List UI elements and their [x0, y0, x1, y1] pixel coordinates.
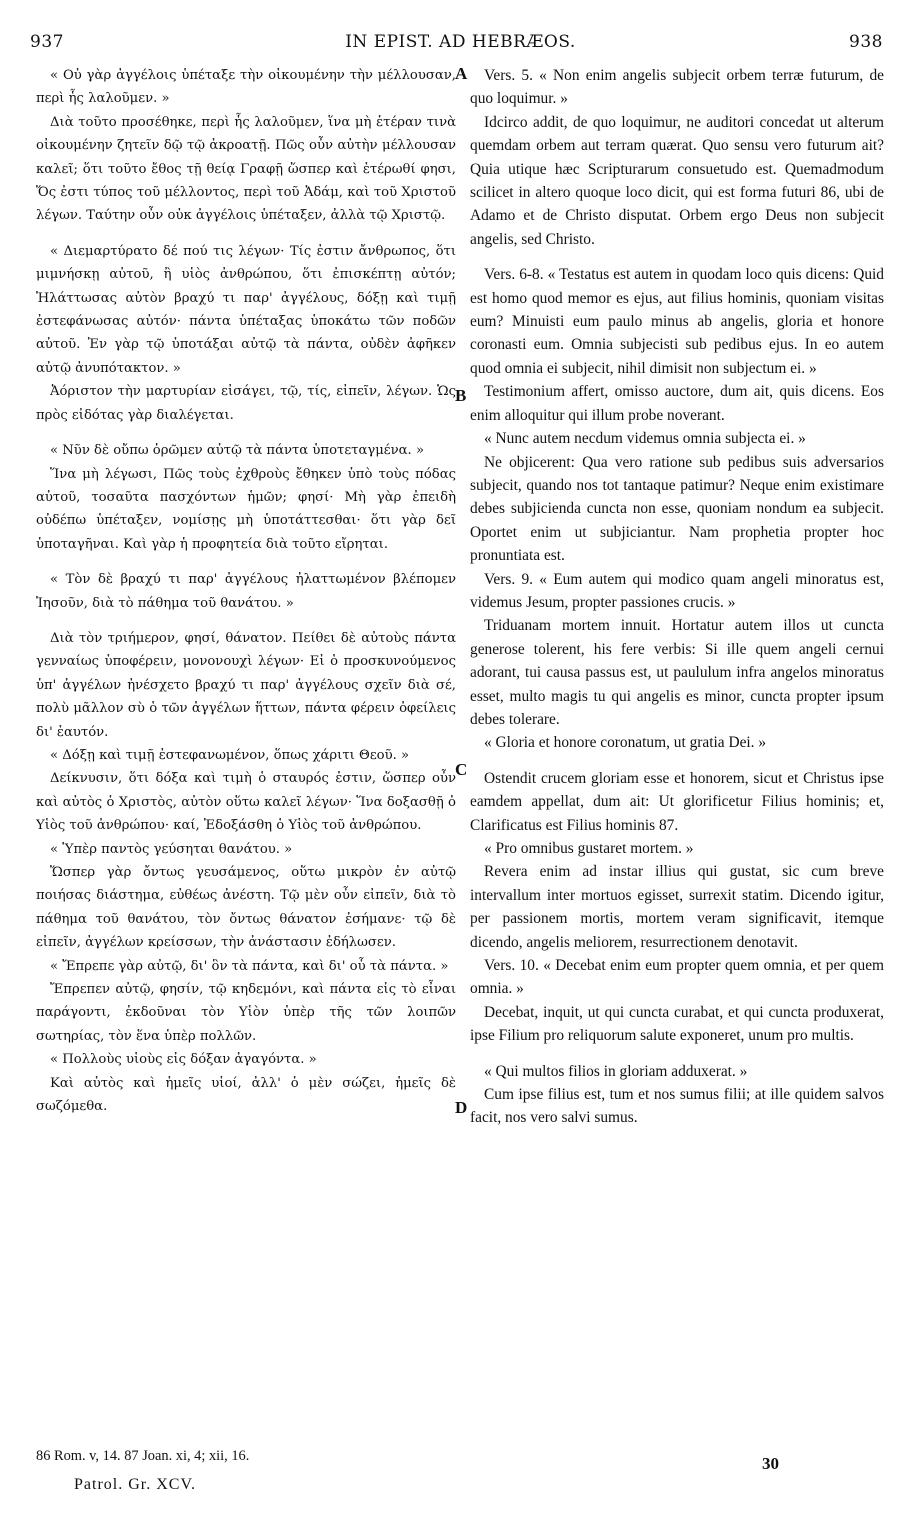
greek-paragraph: Ὥσπερ γὰρ ὄντως γευσάμενος, οὕτω μικρὸν ἐν αὐτῷ ποιήσας διάστημα, εὐθέως ἀνέστη. Τῷ μὲν οὖν εἰπεῖν, διὰ τὸ πάθημα τοῦ θανάτου, τὸν ὄντως θάνατον ἐσήμανε· τῷ δὲ εἰπεῖν, ἀγγέλων κρείσσων, τὴν ἀνάστασιν ἐδήλωσεν. [36, 865, 456, 951]
latin-paragraph: Decebat, inquit, ut qui cuncta curabat, et qui cuncta produxerat, ipse Filium pro reliquorum salute exponeret, unum pro multis. [470, 1003, 884, 1045]
greek-paragraph: Διὰ τοῦτο προσέθηκε, περὶ ἧς λαλοῦμεν, ἵνα μὴ ἑτέραν τινὰ οἰκουμένην ζητεῖν δῷ τῷ ἀκροατῇ. Πῶς οὖν αὐτὴν μέλλουσαν καλεῖ; ὅτι τοῦτο ἔθος τῇ θείᾳ Γραφῇ ὥσπερ καὶ ἑτέρωθί φησι, Ὅς ἐστι τύπος τοῦ μέλλοντος, περὶ τοῦ Ἀδάμ, καὶ τοῦ Χριστοῦ λέγων. Ταύτην οὖν οὐκ ἀγγέλοις ὑπέταξεν, ἀλλὰ τῷ Χριστῷ. [36, 114, 456, 224]
greek-paragraph: Ἵνα μὴ λέγωσι, Πῶς τοὺς ἐχθροὺς ἔθηκεν ὑπὸ τοὺς πόδας αὐτοῦ, τοσαῦτα πασχόντων ἡμῶν; φησί· Μὴ γὰρ ἐπειδὴ οὐδέπω ὑπέταξεν, νομίσῃς μὴ ὑποτάττεσθαι· ὅτι γὰρ δεῖ ὑποταγῆναι. Καὶ γὰρ ἡ προφητεία διὰ τοῦτο εἴρηται. [36, 466, 456, 552]
latin-paragraph: Ne objicerent: Qua vero ratione sub pedibus suis adversarios subjecit, quando nos tot tantaque patimur? Neque enim existimare debes subjicienda cuncta non esse, quoniam nondum ea subjecit. Oportet enim ut subjiciantur. Nam prophetia propter hoc pronuntiata est. [470, 453, 884, 565]
running-title: IN EPIST. AD HEBRÆOS. [345, 32, 576, 52]
column-number-right: 938 [849, 32, 883, 52]
greek-paragraph: « Νῦν δὲ οὔπω ὁρῶμεν αὐτῷ τὰ πάντα ὑποτεταγμένα. » [50, 443, 425, 459]
margin-letter-b: B [455, 386, 467, 405]
running-header [0, 32, 921, 58]
greek-paragraph: « Τὸν δὲ βραχύ τι παρ' ἀγγέλους ἠλαττωμένον βλέπομεν Ἰησοῦν, διὰ τὸ πάθημα τοῦ θανάτου. » [36, 572, 456, 611]
greek-paragraph: « Πολλοὺς υἱοὺς εἰς δόξαν ἀγαγόντα. » [50, 1052, 317, 1068]
latin-paragraph: Idcirco addit, de quo loquimur, ne auditori concedat ut alterum quemdam orbem aut terram quærat. Quo sensu vero futurum ait? Quia utique hæc Scripturarum consuetudo est. Quemadmodum scilicet in altero quoque loco dicit, qui est forma futuri 86, ubi de Adamo et de Christo disputat. Orbem ergo Deus non subjecit angelis, sed Christo. [470, 113, 884, 248]
latin-paragraph: Vers. 6-8. « Testatus est autem in quodam loco quis dicens: Quid est homo quod memor es ejus, aut filius hominis, quoniam visitas eum? Minuisti eum paulo minus ab angelis, gloria et honore coronasti eum. Omnia subjecisti sub pedibus ejus. In eo autem quod omnia ei subjecit, nihil dimisit non subjectum ei. » [470, 266, 884, 377]
margin-letter-d: D [455, 1098, 468, 1117]
greek-paragraph: Ἀόριστον τὴν μαρτυρίαν εἰσάγει, τῷ, τίς, εἰπεῖν, λέγων. Ὡς πρὸς εἰδότας γὰρ διαλέγεται. [36, 384, 456, 423]
footnotes: 86 Rom. v, 14. 87 Joan. xi, 4; xii, 16. [36, 1448, 250, 1464]
latin-paragraph: Testimonium affert, omisso auctore, dum ait, quis dicens. Eos enim alloquitur qui illum probe noverant. [470, 383, 884, 424]
greek-column [36, 64, 456, 1118]
latin-paragraph: Ostendit crucem gloriam esse et honorem, sicut et Christus ipse eamdem appellat, dum ait: Ut glorificetur Filius hominis; et, Clarificatus est Filius hominis 87. [470, 769, 884, 834]
latin-paragraph: Vers. 9. « Eum autem qui modico quam angeli minoratus est, videmus Jesum, propter passiones crucis. » [470, 570, 884, 611]
greek-paragraph: Ἔπρεπεν αὐτῷ, φησίν, τῷ κηδεμόνι, καὶ πάντα εἰς τὸ εἶναι παράγοντι, ἐκδοῦναι τὸν Υἱὸν ὑπὲρ τῆς τῶν λοιπῶν σωτηρίας, τὸν ἕνα ὑπὲρ πολλῶν. [36, 982, 456, 1044]
latin-column [470, 64, 884, 1130]
column-number-left: 937 [30, 32, 64, 52]
latin-paragraph: « Nunc autem necdum videmus omnia subjecta ei. » [484, 430, 806, 448]
latin-paragraph: « Pro omnibus gustaret mortem. » [484, 840, 694, 857]
greek-paragraph: « Ἔπρεπε γὰρ αὐτῷ, δι' ὃν τὰ πάντα, καὶ δι' οὗ τὰ πάντα. » [50, 958, 449, 974]
latin-paragraph: Vers. 5. « Non enim angelis subjecit orbem terræ futurum, de quo loquimur. » [470, 67, 884, 108]
patrol-signature: Patrol. Gr. XCV. [74, 1476, 196, 1493]
latin-paragraph: « Qui multos filios in gloriam adduxerat. » [484, 1062, 748, 1080]
latin-paragraph: Cum ipse filius est, tum et nos sumus filii; at ille quidem salvos facit, nos vero salvi sumus. [470, 1086, 884, 1127]
latin-paragraph: Vers. 10. « Decebat enim eum propter quem omnia, et per quem omnia. » [470, 957, 884, 998]
margin-letter-a: A [455, 64, 468, 83]
greek-paragraph: « Οὐ γὰρ ἀγγέλοις ὑπέταξε τὴν οἰκουμένην τὴν μέλλουσαν, περὶ ἧς λαλοῦμεν. » [36, 68, 456, 107]
latin-paragraph: « Gloria et honore coronatum, ut gratia Dei. » [484, 734, 767, 752]
margin-letter-c: C [455, 760, 468, 779]
sheet-signature: 30 [762, 1454, 779, 1473]
greek-paragraph: « Δόξῃ καὶ τιμῇ ἐστεφανωμένον, ὅπως χάριτι Θεοῦ. » [50, 747, 410, 763]
greek-paragraph: Δείκνυσιν, ὅτι δόξα καὶ τιμὴ ὁ σταυρός ἐστιν, ὥσπερ οὖν καὶ αὐτὸς ὁ Χριστὸς, αὐτὸν οὕτω καλεῖ λέγων· Ἵνα δοξασθῇ ὁ Υἱὸς τοῦ ἀνθρώπου· καί, Ἐδοξάσθη ὁ Υἱὸς τοῦ ἀνθρώπου. [36, 771, 456, 834]
latin-paragraph: Revera enim ad instar illius qui gustat, sic cum breve intervallum inter mortuos egisset, surrexit statim. Dicendo igitur, per passionem mortis, mortem veram significavit, itemque dicendo, angelis meliorem, resurrectionem denotavit. [470, 863, 884, 951]
greek-paragraph: « Διεμαρτύρατο δέ πού τις λέγων· Τίς ἐστιν ἄνθρωπος, ὅτι μιμνήσκῃ αὐτοῦ, ἢ υἱὸς ἀνθρώπου, ὅτι ἐπισκέπτῃ αὐτόν; Ἠλάττωσας αὐτὸν βραχύ τι παρ' ἀγγέλους, δόξῃ καὶ τιμῇ ἐστεφάνωσας αὐτόν· πάντα ὑπέταξας ὑποκάτω τῶν ποδῶν αὐτοῦ. Ἐν γὰρ τῷ ὑποτάξαι αὐτῷ τὰ πάντα, οὐδὲν ἀφῆκεν αὐτῷ ἀνυπότακτον. » [36, 243, 456, 376]
latin-paragraph: Triduanam mortem innuit. Hortatur autem illos ut cuncta generose tolerent, his fere verbis: Si ille quem angeli cernui adorant, tui causa passus est, ut paululum infra angelos minoratus esset, multo magis tu qui angelis es minor, cuncta propter ipsum debes tolerare. [470, 617, 884, 728]
greek-paragraph: « Ὑπὲρ παντὸς γεύσηται θανάτου. » [50, 841, 293, 857]
greek-paragraph: Διὰ τὸν τριήμερον, φησί, θάνατον. Πείθει δὲ αὐτοὺς πάντα γενναίως ὑποφέρειν, μονονουχὶ λέγων· Εἰ ὁ προσκυνούμενος ὑπ' ἀγγέλων ἠνέσχετο βραχύ τι παρ' ἀγγέλους σχεῖν διὰ σέ, πολὺ μᾶλλον σὺ ὁ τῶν ἀγγέλων ἥττων, πάντα φέρειν ὀφείλεις δι' ἑαυτόν. [36, 630, 456, 740]
greek-paragraph: Καὶ αὐτὸς καὶ ἡμεῖς υἱοί, ἀλλ' ὁ μὲν σώζει, ἡμεῖς δὲ σωζόμεθα. [36, 1075, 456, 1115]
